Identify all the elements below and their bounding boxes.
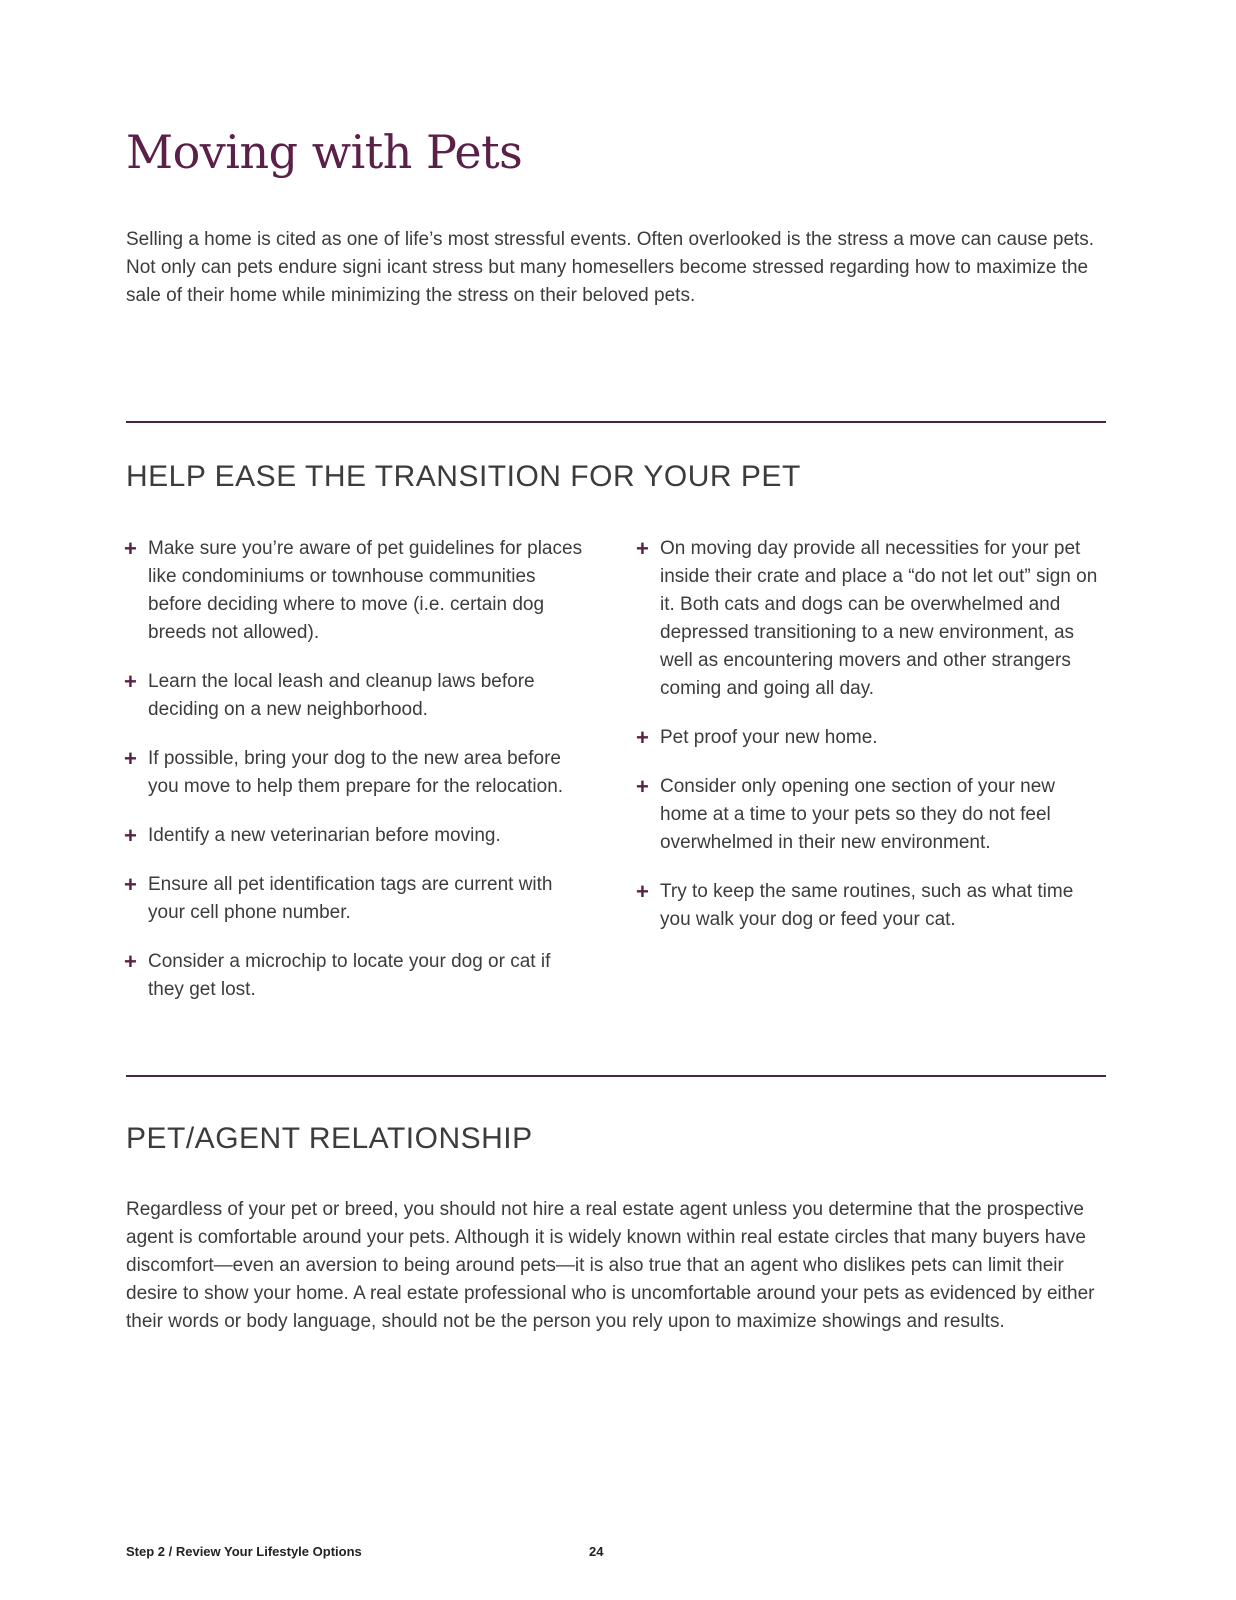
list-item-text: Make sure you’re aware of pet guidelines for places like condominiums or townhouse communities before deciding where to move (i.e. certain dog breeds not allowed). — [148, 538, 583, 643]
intro-paragraph: Selling a home is cited as one of life’s most stressful events. Often overlooked is the stress a move can cause pets. Not only can pets endure signi icant stress but many homesellers become stressed regarding how to maximize the sale of their home while minimizing the stress on their beloved pets. — [126, 229, 1095, 306]
list-item — [124, 822, 590, 850]
list-item — [124, 871, 590, 927]
list-item — [124, 948, 590, 1004]
list-item — [124, 535, 590, 647]
relationship-heading: PET/AGENT RELATIONSHIP — [126, 1122, 533, 1155]
plus-icon: + — [124, 823, 137, 848]
page-number: 24 — [589, 1544, 604, 1559]
list-item-text: On moving day provide all necessities for your pet inside their crate and place a “do not let out” sign on it. Both cats and dogs can be overwhelmed and depressed transitioning to a new environment, as well as encountering movers and other strangers coming and going all day. — [660, 538, 1098, 699]
list-item-text: If possible, bring your dog to the new area before you move to help them prepare for the relocation. — [148, 748, 564, 797]
plus-icon: + — [636, 725, 649, 750]
list-item-text: Pet proof your new home. — [660, 727, 878, 748]
footer-step-label: Step 2 / Review Your Lifestyle Options — [126, 1544, 362, 1559]
list-item-text: Try to keep the same routines, such as what time you walk your dog or feed your cat. — [660, 881, 1074, 930]
plus-icon: + — [124, 536, 137, 561]
list-item — [636, 724, 1106, 752]
list-item-text: Learn the local leash and cleanup laws before deciding on a new neighborhood. — [148, 671, 535, 720]
list-item-text: Ensure all pet identification tags are current with your cell phone number. — [148, 874, 553, 923]
list-item — [124, 668, 590, 724]
list-item — [636, 773, 1106, 857]
plus-icon: + — [636, 774, 649, 799]
relationship-paragraph: Regardless of your pet or breed, you should not hire a real estate agent unless you determine that the prospective agent is comfortable around your pets. Although it is widely known within real estate circles that many buyers have discomfort—even an aversion to being around pets—it is also true that an agent who dislikes pets can limit their desire to show your home. A real estate professional who is uncomfortable around your pets as evidenced by either their words or body language, should not be the person you rely upon to maximize showings and results. — [126, 1199, 1095, 1332]
plus-icon: + — [124, 746, 137, 771]
tips-list-right — [636, 535, 1106, 955]
section-divider — [126, 1075, 1106, 1077]
list-item — [636, 535, 1106, 703]
tips-list-left — [124, 535, 590, 1025]
list-item — [124, 745, 590, 801]
list-item — [636, 878, 1106, 934]
plus-icon: + — [124, 669, 137, 694]
list-item-text: Consider only opening one section of your new home at a time to your pets so they do not feel overwhelmed in their new environment. — [660, 776, 1056, 853]
list-item-text: Consider a microchip to locate your dog or cat if they get lost. — [148, 951, 551, 1000]
page-title: Moving with Pets — [126, 125, 523, 179]
plus-icon: + — [124, 872, 137, 897]
list-item-text: Identify a new veterinarian before moving. — [148, 825, 501, 846]
section-divider — [126, 421, 1106, 423]
transition-heading: HELP EASE THE TRANSITION FOR YOUR PET — [126, 460, 801, 493]
plus-icon: + — [124, 949, 137, 974]
plus-icon: + — [636, 879, 649, 904]
plus-icon: + — [636, 536, 649, 561]
